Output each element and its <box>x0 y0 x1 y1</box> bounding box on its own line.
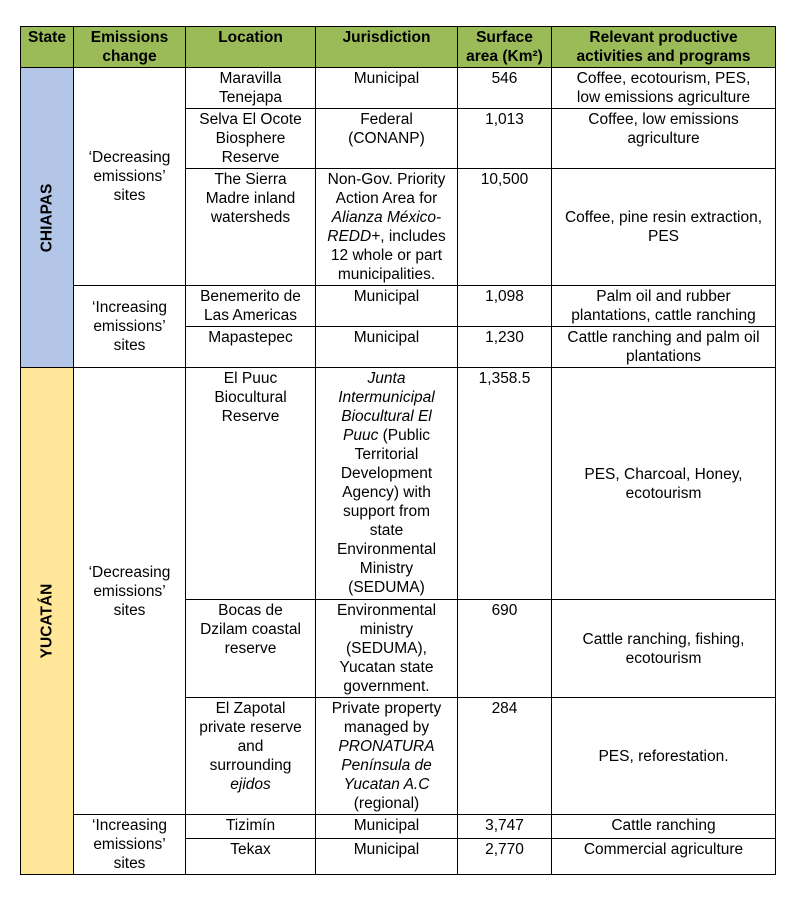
location-cell: Tekax <box>186 839 316 875</box>
table-row <box>21 368 776 600</box>
activities-cell: PES, reforestation. <box>552 698 776 815</box>
header-activities: Relevant productive activities and programs <box>552 27 776 68</box>
area-cell: 1,013 <box>458 109 552 169</box>
header-surface-area: Surface area (Km²) <box>458 27 552 68</box>
location-cell: Maravilla Tenejapa <box>186 68 316 109</box>
state-yucatan: YUCATÁN <box>21 368 74 875</box>
activities-cell: Cattle ranching and palm oil plantations <box>552 327 776 368</box>
emissions-increasing-yucatan: ‘Increasing emissions’ sites <box>74 815 186 875</box>
activities-cell: Coffee, ecotourism, PES, low emissions agriculture <box>552 68 776 109</box>
header-location: Location <box>186 27 316 68</box>
area-cell: 690 <box>458 600 552 698</box>
emissions-decreasing-yucatan: ‘Decreasing emissions’ sites <box>74 368 186 815</box>
location-cell: Tizimín <box>186 815 316 839</box>
activities-cell: Coffee, pine resin extraction, PES <box>552 169 776 286</box>
jurisdiction-cell: Municipal <box>316 286 458 327</box>
jurisdiction-cell: Municipal <box>316 815 458 839</box>
location-cell: El Puuc Biocultural Reserve <box>186 368 316 600</box>
jurisdiction-cell: Municipal <box>316 68 458 109</box>
sites-table <box>20 26 776 875</box>
jurisdiction-cell: Municipal <box>316 839 458 875</box>
area-cell: 1,098 <box>458 286 552 327</box>
activities-cell: Commercial agriculture <box>552 839 776 875</box>
activities-cell: Cattle ranching <box>552 815 776 839</box>
table-row <box>21 286 776 327</box>
location-cell: Selva El Ocote Biosphere Reserve <box>186 109 316 169</box>
header-state: State <box>21 27 74 68</box>
area-cell: 284 <box>458 698 552 815</box>
activities-cell: Cattle ranching, fishing, ecotourism <box>552 600 776 698</box>
activities-cell: PES, Charcoal, Honey, ecotourism <box>552 368 776 600</box>
jurisdiction-cell: Non-Gov. Priority Action Area for Alianza México- REDD+, includes 12 whole or part municipalities. <box>316 169 458 286</box>
activities-cell: Coffee, low emissions agriculture <box>552 109 776 169</box>
jurisdiction-cell: Private property managed by PRONATURA Península de Yucatan A.C (regional) <box>316 698 458 815</box>
area-cell: 1,358.5 <box>458 368 552 600</box>
activities-cell: Palm oil and rubber plantations, cattle ranching <box>552 286 776 327</box>
header-row <box>21 27 776 68</box>
jurisdiction-cell: Environmental ministry (SEDUMA), Yucatan state government. <box>316 600 458 698</box>
table-row <box>21 68 776 109</box>
state-chiapas: CHIAPAS <box>21 68 74 368</box>
header-emissions-change: Emissions change <box>74 27 186 68</box>
jurisdiction-cell: Municipal <box>316 327 458 368</box>
emissions-decreasing-chiapas: ‘Decreasing emissions’ sites <box>74 68 186 286</box>
area-cell: 1,230 <box>458 327 552 368</box>
location-cell: El Zapotal private reserve and surrounding ejidos <box>186 698 316 815</box>
location-cell: Mapastepec <box>186 327 316 368</box>
area-cell: 10,500 <box>458 169 552 286</box>
jurisdiction-cell: Junta Intermunicipal Biocultural El Puuc (Public Territorial Development Agency) with support from state Environmental Ministry (SEDUMA) <box>316 368 458 600</box>
location-cell: Benemerito de Las Americas <box>186 286 316 327</box>
area-cell: 3,747 <box>458 815 552 839</box>
area-cell: 2,770 <box>458 839 552 875</box>
jurisdiction-cell: Federal (CONANP) <box>316 109 458 169</box>
table-row <box>21 815 776 839</box>
header-jurisdiction: Jurisdiction <box>316 27 458 68</box>
emissions-increasing-chiapas: ‘Increasing emissions’ sites <box>74 286 186 368</box>
location-cell: The Sierra Madre inland watersheds <box>186 169 316 286</box>
location-cell: Bocas de Dzilam coastal reserve <box>186 600 316 698</box>
area-cell: 546 <box>458 68 552 109</box>
